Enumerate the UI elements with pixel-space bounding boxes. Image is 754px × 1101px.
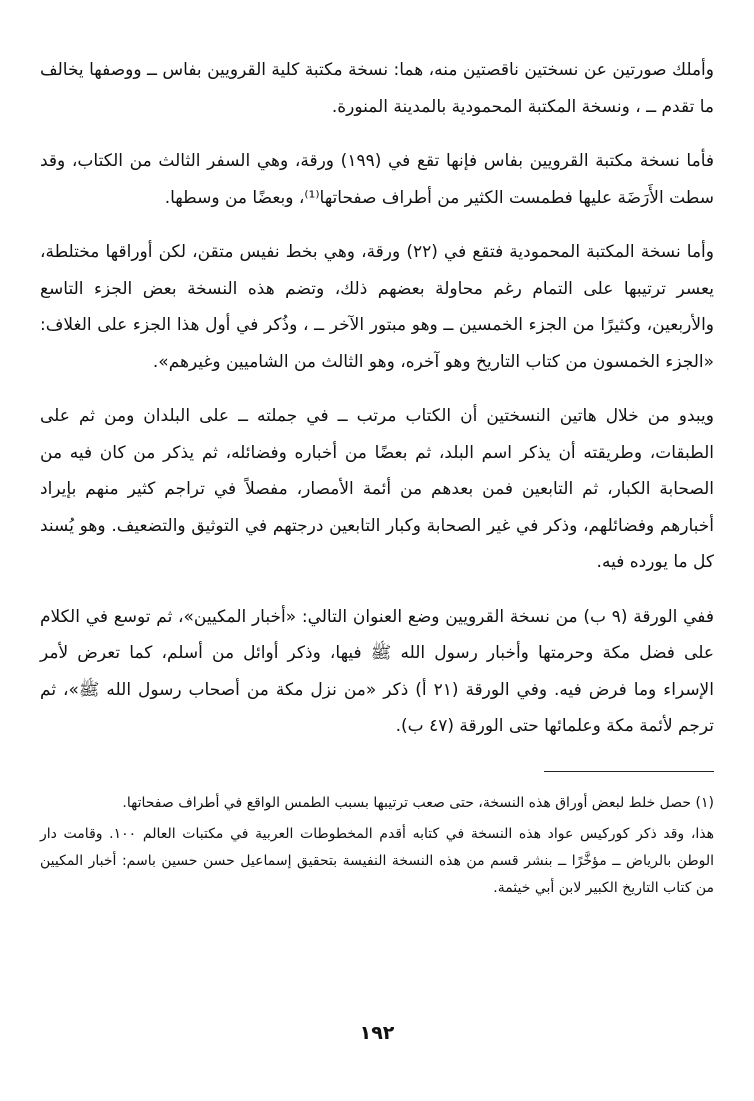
body-paragraph-3: وأما نسخة المكتبة المحمودية فتقع في (٢٢) ورقة، وهي بخط نفيس متقن، لكن أوراقها مختلطة، يعسر ترتيبها على التمام رغم محاولة بعضهم ذلك، وتضم هذه النسخة بعض الجزء التاسع والأربعين، وكثيرًا من الجزء الخمسين ــ وهو مبتور الآخر ــ ، وذُكر في أول هذا الجزء على الغلاف: «الجزء الخمسون من كتاب التاريخ وهو آخره، وهو الثالث من الشاميين وغيرهم». <box>40 242 714 372</box>
body-paragraph-4: ويبدو من خلال هاتين النسختين أن الكتاب مرتب ــ في جملته ــ على البلدان ومن ثم على الطبقات، وطريقته أن يذكر اسم البلد، ثم بعضًا من أخباره وفضائله، ثم يذكر من كان فيه من الصحابة الكبار، ثم التابعين فمن بعدهم من أئمة الأمصار، مفصلاً في تراجم كثير منهم بإيراد أخبارهم وفضائلهم، وذكر في غير الصحابة وكبار التابعين درجتهم في التوثيق والتضعيف. وهو يُسند كل ما يورده فيه. <box>40 406 714 572</box>
footnote-divider <box>544 771 714 772</box>
body-paragraph-1: وأملك صورتين عن نسختين ناقصتين منه، هما: نسخة مكتبة كلية القرويين بفاس ــ ووصفها يخالف ما تقدم ــ ، ونسخة المكتبة المحمودية بالمدينة المنورة. <box>40 60 714 117</box>
body-paragraph-5: ففي الورقة (٩ ب) من نسخة القرويين وضع العنوان التالي: «أخبار المكيين»، ثم توسع في الكلام على فضل مكة وحرمتها وأخبار رسول الله ﷺ فيها، وذكر أوائل من أسلم، كما تعرض لأمر الإسراء وما فرض فيه. وفي الورقة (٢١ أ) ذكر «من نزل مكة من أصحاب رسول الله ﷺ»، ثم ترجم لأئمة مكة وعلمائها حتى الورقة (٤٧ ب). <box>40 606 714 736</box>
page-number: ١٩٢ <box>359 1022 395 1044</box>
body-paragraph-2: فأما نسخة مكتبة القرويين بفاس فإنها تقع في (١٩٩) ورقة، وهي السفر الثالث من الكتاب، وقد سطت الأَرَضَة عليها فطمست الكثير من أطراف صفحاتها⁽¹⁾، وبعضًا من وسطها. <box>40 151 714 208</box>
footnote-1-continuation: هذا، وقد ذكر كوركيس عواد هذه النسخة في كتابه أقدم المخطوطات العربية في مكتبات العالم ١٠٠. وقامت دار الوطن بالرياض ــ مؤخَّرًا ــ بنشر قسم من هذه النسخة النفيسة بتحقيق إسماعيل حسن حسين باسم: أخبار المكيين من كتاب التاريخ الكبير لابن أبي خيثمة. <box>40 825 714 896</box>
footnote-1: (١) حصل خلط لبعض أوراق هذه النسخة، حتى صعب ترتيبها بسبب الطمس الواقع في أطراف صفحاتها. <box>122 794 714 811</box>
